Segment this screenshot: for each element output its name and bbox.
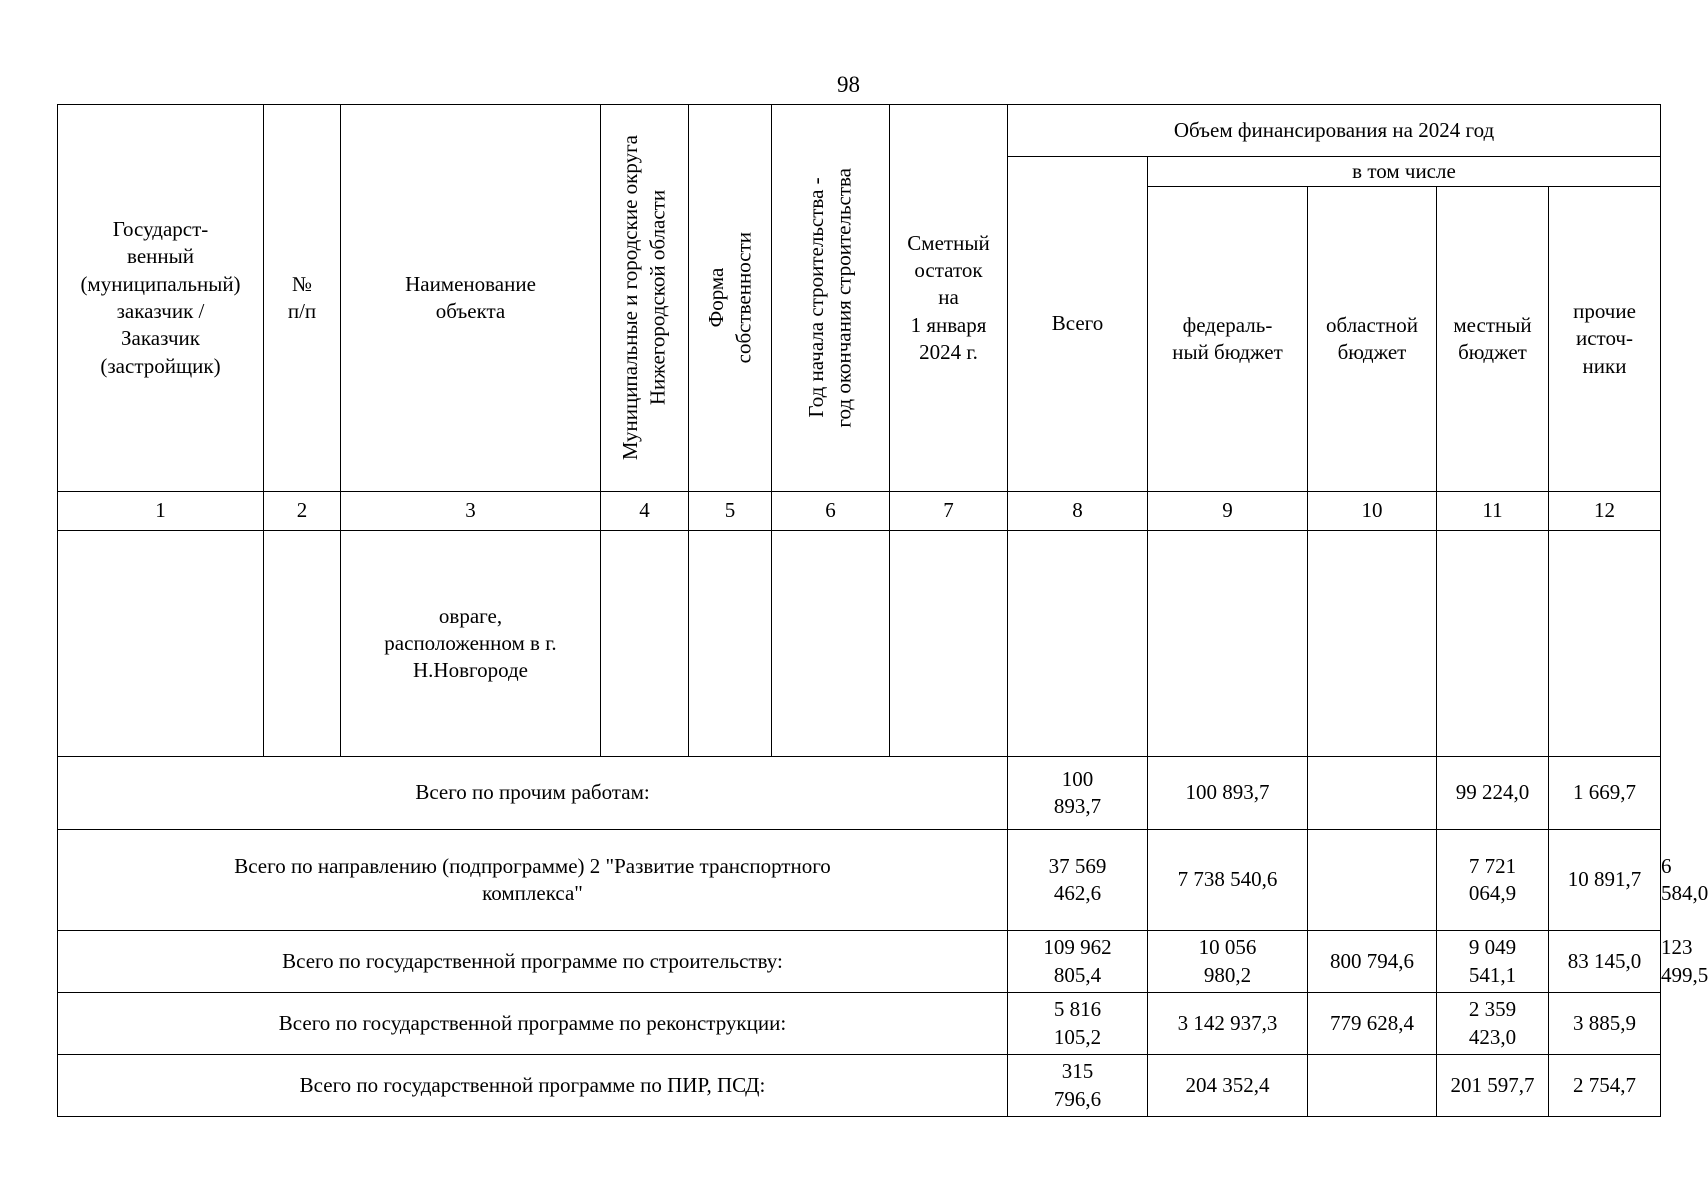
summary-row xyxy=(58,1055,1661,1117)
text-line: (застройщик) xyxy=(100,353,221,378)
column-number: 9 xyxy=(1148,492,1308,531)
summary-total xyxy=(1148,830,1308,931)
text-line: 7 721 xyxy=(1468,853,1517,878)
text-line: 893,7 xyxy=(1053,794,1102,818)
text-line: заказчик / xyxy=(116,299,205,323)
financing-table xyxy=(57,104,1708,1117)
column-number: 11 xyxy=(1437,492,1549,531)
text-line: 100 893,7 xyxy=(1185,780,1270,805)
text-line: п/п xyxy=(287,299,317,323)
text-line: Заказчик xyxy=(121,326,200,351)
cell-total xyxy=(1008,531,1148,757)
cell-years xyxy=(772,531,890,757)
cell-federal xyxy=(1148,531,1308,757)
summary-federal xyxy=(1308,757,1437,830)
text-line: (муниципальный) xyxy=(80,271,241,296)
header-other xyxy=(1549,187,1661,492)
page-number: 98 xyxy=(837,72,860,97)
text-line: Государст- xyxy=(112,217,209,242)
text-line: Всего по направлению (подпрограмме) 2 "Развитие транспортного xyxy=(234,853,831,878)
cell-number xyxy=(264,531,341,757)
text-line: собственности xyxy=(731,232,755,364)
text-line: прочие xyxy=(1573,299,1636,324)
column-number: 12 xyxy=(1549,492,1661,531)
summary-estimate xyxy=(1008,1055,1148,1117)
summary-label xyxy=(58,830,1008,931)
summary-row xyxy=(58,931,1661,993)
cell-object-name xyxy=(341,531,601,757)
column-number: 4 xyxy=(601,492,689,531)
text-line: Сметный xyxy=(907,230,990,255)
text-line: 980,2 xyxy=(1203,962,1252,987)
header-local xyxy=(1437,187,1549,492)
text-line: 6 584,0 xyxy=(1661,853,1708,905)
summary-label xyxy=(58,931,1008,993)
text-line: 9 049 xyxy=(1468,935,1517,960)
text-line: 805,4 xyxy=(1053,962,1102,987)
text-line: 2 359 xyxy=(1468,997,1517,1022)
text-line: 779 628,4 xyxy=(1330,1010,1414,1035)
text-line: на xyxy=(938,285,959,310)
summary-federal xyxy=(1308,830,1437,931)
header-federal xyxy=(1148,187,1308,492)
text-line: 10 891,7 xyxy=(1567,867,1642,892)
text-line: 315 xyxy=(1061,1059,1094,1084)
text-line: расположенном в г. xyxy=(384,630,557,655)
summary-federal xyxy=(1308,1055,1437,1117)
text-line: 796,6 xyxy=(1053,1086,1102,1111)
header-object-name xyxy=(341,105,601,492)
text-line: Нижегородской области xyxy=(645,190,670,406)
summary-estimate xyxy=(1008,931,1148,993)
text-line: 7 738 540,6 xyxy=(1177,867,1278,892)
text-line: 3 885,9 xyxy=(1573,1010,1636,1035)
text-line: Год начала строительства - xyxy=(804,177,829,419)
text-line: № xyxy=(291,271,313,296)
summary-row xyxy=(58,757,1661,830)
header-municipal xyxy=(601,105,689,492)
text-line: Всего по прочим работам: xyxy=(415,780,650,805)
summary-label xyxy=(58,757,1008,830)
text-line: 064,9 xyxy=(1468,881,1517,905)
summary-total xyxy=(1148,931,1308,993)
column-number: 1 xyxy=(58,492,264,531)
summary-local xyxy=(1549,931,1661,993)
summary-federal xyxy=(1308,931,1437,993)
text-line: 2024 г. xyxy=(919,339,978,364)
text-line: комплекса" xyxy=(482,881,583,905)
text-line: 123 xyxy=(1661,935,1693,960)
text-line: 37 569 xyxy=(1048,853,1107,878)
text-line: Наименование xyxy=(405,271,536,296)
text-line: 462,6 xyxy=(1053,881,1102,905)
text-line: венный xyxy=(127,244,194,269)
text-line: 201 597,7 xyxy=(1450,1072,1535,1097)
summary-local xyxy=(1549,830,1661,931)
summary-total xyxy=(1148,1055,1308,1117)
text-line: 105,2 xyxy=(1053,1024,1102,1049)
header-including: в том числе xyxy=(1148,157,1661,187)
text-line: 204 352,4 xyxy=(1185,1072,1270,1097)
text-line: остаток xyxy=(914,258,983,283)
text-line: Муниципальные и городские округа xyxy=(618,135,643,461)
summary-local xyxy=(1549,1055,1661,1117)
cell-local xyxy=(1437,531,1549,757)
summary-estimate xyxy=(1008,757,1148,830)
summary-regional xyxy=(1437,993,1549,1055)
header-financing: Объем финансирования на 2024 год xyxy=(1008,105,1661,157)
summary-estimate xyxy=(1008,830,1148,931)
cell-estimate xyxy=(890,531,1008,757)
text-line: Всего по государственной программе по ПИР, ПСД: xyxy=(299,1072,766,1097)
header-number xyxy=(264,105,341,492)
cell-customer xyxy=(58,531,264,757)
text-line: 10 056 xyxy=(1198,935,1257,960)
header-regional xyxy=(1308,187,1437,492)
text-line: объекта xyxy=(435,299,506,323)
cell-municipal xyxy=(601,531,689,757)
cell-regional xyxy=(1308,531,1437,757)
text-line: 541,1 xyxy=(1468,962,1517,987)
text-line: федераль- xyxy=(1182,312,1273,337)
summary-total xyxy=(1148,757,1308,830)
header-estimate xyxy=(890,105,1008,492)
text-line: ный бюджет xyxy=(1172,340,1283,364)
header-years xyxy=(772,105,890,492)
text-line: Н.Новгороде xyxy=(413,658,528,683)
summary-regional xyxy=(1437,1055,1549,1117)
summary-federal xyxy=(1308,993,1437,1055)
cell-ownership xyxy=(689,531,772,757)
continuation-row xyxy=(58,531,1661,757)
header-ownership xyxy=(689,105,772,492)
column-number: 5 xyxy=(689,492,772,531)
column-number: 2 xyxy=(264,492,341,531)
text-line: источ- xyxy=(1576,326,1633,351)
summary-row xyxy=(58,993,1661,1055)
summary-label xyxy=(58,993,1008,1055)
column-number: 10 xyxy=(1308,492,1437,531)
text-line: 99 224,0 xyxy=(1455,780,1530,805)
summary-label xyxy=(58,1055,1008,1117)
text-line: 109 962 xyxy=(1043,935,1112,960)
summary-total xyxy=(1148,993,1308,1055)
text-line: Всего по государственной программе по реконструкции: xyxy=(278,1010,787,1035)
text-line: 1 января xyxy=(910,312,987,337)
summary-local xyxy=(1549,993,1661,1055)
text-line: 3 142 937,3 xyxy=(1177,1010,1278,1035)
text-line: год окончания строительства xyxy=(831,168,856,428)
text-line: овраге, xyxy=(438,603,503,628)
text-line: областной xyxy=(1326,312,1418,337)
text-line: 423,0 xyxy=(1468,1024,1517,1049)
header-total: Всего xyxy=(1008,157,1148,492)
text-line: Форма xyxy=(703,268,728,328)
column-number: 7 xyxy=(890,492,1008,531)
summary-estimate xyxy=(1008,993,1148,1055)
column-number: 6 xyxy=(772,492,890,531)
column-number-row xyxy=(58,492,1661,531)
column-number: 8 xyxy=(1008,492,1148,531)
header-customer xyxy=(58,105,264,492)
text-line: 1 669,7 xyxy=(1573,780,1636,805)
text-line: местный xyxy=(1453,312,1532,337)
text-line: бюджет xyxy=(1458,340,1527,364)
summary-regional xyxy=(1437,830,1549,931)
summary-regional xyxy=(1437,931,1549,993)
column-number: 3 xyxy=(341,492,601,531)
cell-other xyxy=(1549,531,1661,757)
text-line: 499,5 xyxy=(1661,962,1708,987)
text-line: 800 794,6 xyxy=(1330,948,1414,973)
text-line: 83 145,0 xyxy=(1567,948,1642,973)
text-line: 2 754,7 xyxy=(1573,1072,1636,1097)
summary-regional xyxy=(1437,757,1549,830)
text-line: ники xyxy=(1582,353,1627,378)
text-line: 5 816 xyxy=(1053,997,1102,1022)
summary-row xyxy=(58,830,1661,931)
text-line: 100 xyxy=(1061,766,1094,791)
summary-local xyxy=(1549,757,1661,830)
text-line: Всего по государственной программе по строительству: xyxy=(282,948,783,973)
text-line: бюджет xyxy=(1337,340,1407,364)
